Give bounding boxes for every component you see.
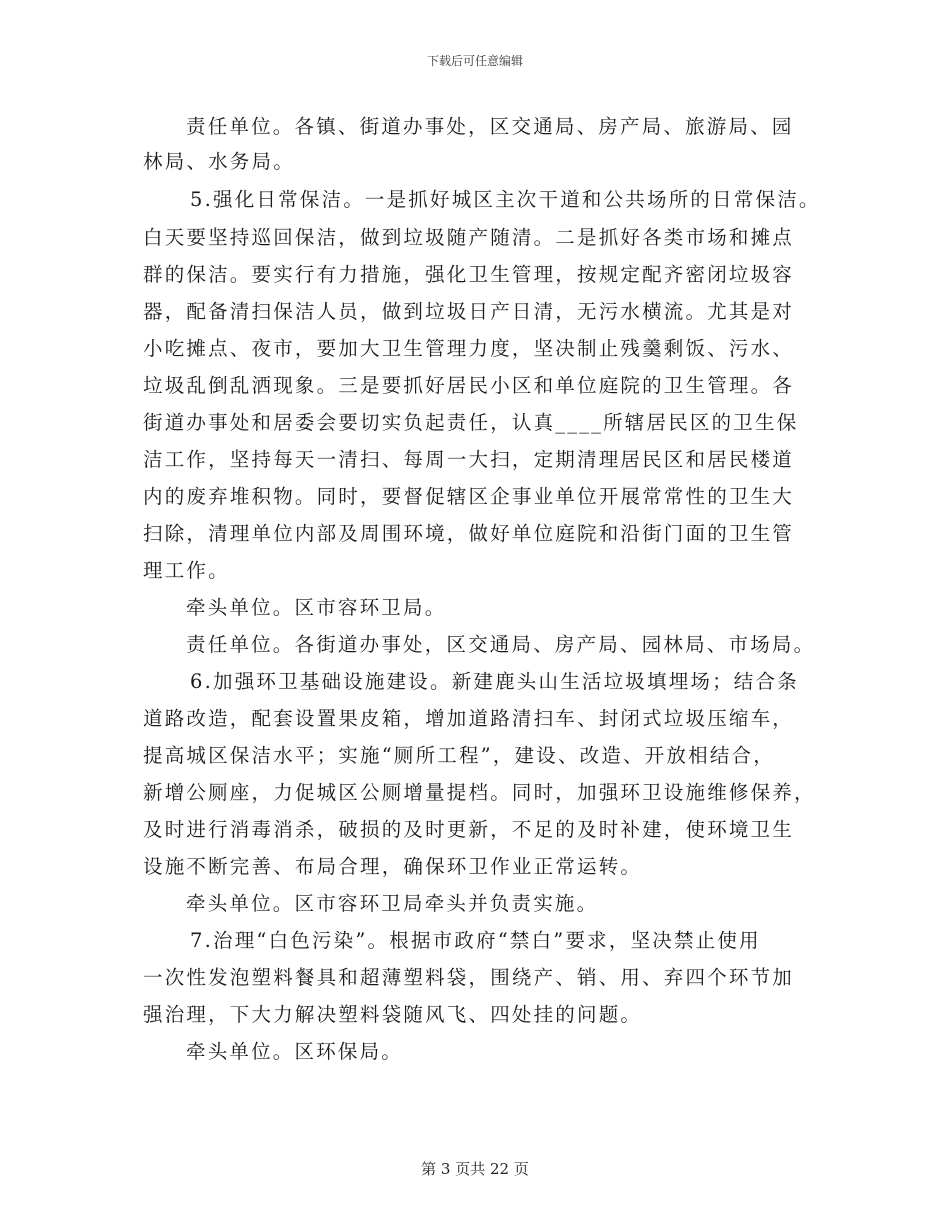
text-line: 牵头单位。区市容环卫局牵头并负责实施。 [186, 892, 599, 915]
page-number-footer: 第 3 页共 22 页 [421, 1160, 529, 1178]
text-line: 5.强化日常保洁。一是抓好城区主次干道和公共场所的日常保洁。 [190, 188, 821, 211]
text-line: 内的废弃堆积物。同时，要督促辖区企事业单位开展常常性的卫生大 [143, 485, 795, 508]
text-line: 群的保洁。要实行有力措施，强化卫生管理，按规定配齐密闭垃圾容 [143, 263, 795, 286]
text-line: 牵头单位。区环保局。 [186, 1040, 404, 1063]
text-line: 理工作。 [143, 559, 230, 582]
text-line: 一次性发泡塑料餐具和超薄塑料袋，围绕产、销、用、弃四个环节加 [143, 966, 795, 989]
text-line: 责任单位。各镇、街道办事处，区交通局、房产局、旅游局、园 [186, 115, 794, 138]
text-line: 7.治理“白色污染”。根据市政府“禁白”要求，坚决禁止使用 [190, 929, 761, 952]
text-line: 林局、水务局。 [143, 150, 295, 173]
text-line: 牵头单位。区市容环卫局。 [186, 596, 447, 619]
text-line: 设施不断完善、布局合理，确保环卫作业正常运转。 [143, 855, 643, 878]
text-line: 道路改造，配套设置果皮箱，增加道路清扫车、封闭式垃圾压缩车， [143, 707, 795, 730]
text-line: 扫除，清理单位内部及周围环境，做好单位庭院和沿街门面的卫生管 [143, 522, 795, 545]
text-line: 强治理，下大力解决塑料袋随风飞、四处挂的问题。 [143, 1003, 643, 1026]
text-line: 垃圾乱倒乱洒现象。三是要抓好居民小区和单位庭院的卫生管理。各 [143, 374, 795, 397]
text-line: 6.加强环卫基础设施建设。新建鹿头山生活垃圾填埋场；结合条 [190, 670, 799, 693]
text-line: 街道办事处和居委会要切实负起责任，认真____所辖居民区的卫生保 [143, 411, 799, 434]
text-line: 及时进行消毒消杀，破损的及时更新，不足的及时补建，使环境卫生 [143, 818, 795, 841]
text-line: 新增公厕座，力促城区公厕增量提档。同时，加强环卫设施维修保养， [143, 781, 816, 804]
text-line: 白天要坚持巡回保洁，做到垃圾随产随清。二是抓好各类市场和摊点 [143, 226, 795, 249]
text-line: 提高城区保洁水平；实施“厕所工程”，建设、改造、开放相结合， [143, 744, 775, 767]
text-line: 小吃摊点、夜市，要加大卫生管理力度，坚决制止残羹剩饭、污水、 [143, 337, 795, 360]
text-line: 责任单位。各街道办事处，区交通局、房产局、园林局、市场局。 [186, 633, 816, 656]
page-header: 下载后可任意编辑 [426, 54, 523, 68]
text-line: 器，配备清扫保洁人员，做到垃圾日产日清，无污水横流。尤其是对 [143, 300, 795, 323]
text-line: 洁工作，坚持每天一清扫、每周一大扫，定期清理居民区和居民楼道 [143, 448, 795, 471]
